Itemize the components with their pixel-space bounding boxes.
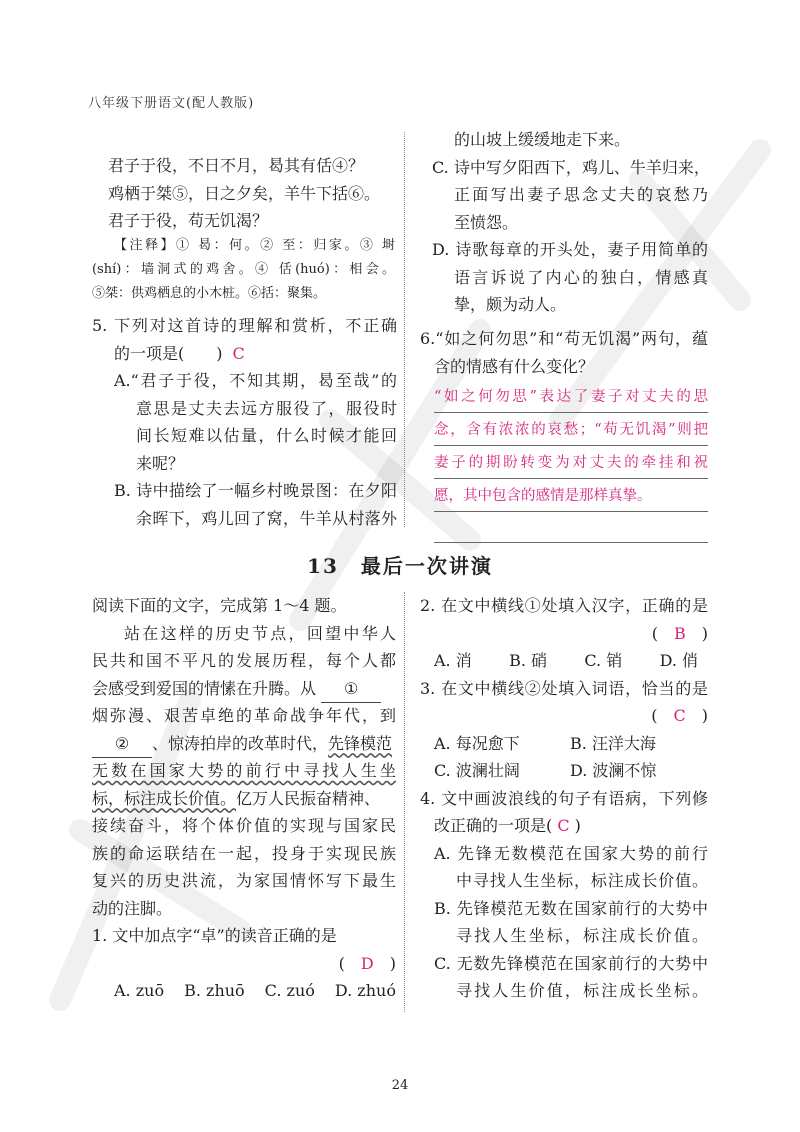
option: A. 消 [434, 651, 472, 670]
question-text: 5. 下列对这首诗的理解和赏析，不正确 [92, 316, 397, 335]
column-divider [404, 132, 405, 527]
question-4: 4. 文中画波浪线的句子有语病，下列修 [420, 788, 708, 808]
option-text: 中寻找人生坐标，标注成长价值。 [456, 871, 708, 890]
option: C. 波澜壮阔 [434, 761, 520, 780]
book-header: 八年级下册语文(配人教版) [88, 96, 255, 111]
option-text: 间长短难以估量，什么时候才能回 [136, 426, 397, 445]
option: D. 俏 [659, 651, 698, 670]
poem-line: 君子于役，不日不月，曷其有佸④？ [108, 156, 365, 175]
blank-1: ① [321, 675, 381, 704]
passage-line: 动的注脚。 [92, 898, 173, 918]
option: A. zuō [114, 981, 165, 1000]
option-text: 意思是丈夫去远方服役了，服役时 [136, 398, 397, 418]
question-6 [420, 325, 708, 543]
lesson-title: 13 最后一次讲演 [307, 554, 493, 578]
question-text: 的一项是( ) [114, 343, 223, 363]
option-text: D. 诗歌每章的开头处，妻子用简单的 [432, 240, 708, 259]
passage-text: 、惊涛拍岸的改革时代， [152, 733, 329, 753]
page-number: 24 [391, 1078, 409, 1093]
option: A. 每况愈下 [434, 733, 520, 753]
note-line: (shí)：墙洞式的鸡舍。④ 佸(huó)：相会。 [92, 262, 395, 277]
option-text: 余晖下，鸡儿回了窝，牛羊从村落外 [136, 508, 397, 528]
question-4: 改正确的一项是( C ) [434, 816, 581, 835]
question-5 [92, 312, 397, 532]
answer-bracket: ( C ) [651, 706, 708, 725]
option-text: 至愤怨。 [454, 212, 519, 232]
option-text: 寻找人生价值，标注成长坐标。 [456, 981, 708, 1000]
option: B. 硝 [509, 651, 548, 670]
wavy-underlined-text: 无数在国家大势的前行中寻找人生坐 [92, 761, 396, 780]
answer-line: 妻子的期盼转变为对丈夫的牵挂和祝 [434, 446, 708, 479]
option-text: C. 诗中写夕阳西下，鸡儿、牛羊归来， [432, 157, 710, 177]
option-text: 来呢？ [136, 453, 185, 473]
answer-line: 愿，其中包含的感情是那样真挚。 [434, 479, 708, 512]
option-text: 正面写出妻子思念丈夫的哀愁乃 [454, 185, 708, 204]
options-row [420, 647, 708, 675]
options-row [420, 757, 708, 785]
reading-passage [92, 592, 396, 1005]
option: B. zhuō [184, 981, 245, 1000]
options-row [420, 730, 708, 758]
passage-line [92, 785, 396, 813]
option: D. zhuó [334, 981, 396, 1000]
option-text: A. 先锋无数模范在国家大势的前行 [434, 843, 708, 863]
option-text: B. 先锋模范无数在国家前行的大势中 [434, 898, 708, 918]
passage-line: 复兴的历史洪流，为家国情怀写下最生 [92, 871, 396, 890]
notes [92, 234, 395, 306]
option: B. 汪洋大海 [570, 733, 656, 753]
instructions: 阅读下面的文字，完成第 1～4 题。 [92, 596, 347, 615]
answer: D [360, 953, 374, 973]
option-text: 寻找人生坐标，标注成长价值。 [456, 926, 708, 945]
passage-line [92, 675, 396, 703]
blank-2: ② [92, 730, 152, 759]
option: C. zuó [264, 981, 315, 1000]
question-3: 3. 在文中横线②处填入词语，恰当的是 [420, 678, 708, 698]
question-2: 2. 在文中横线①处填入汉字，正确的是 [420, 596, 708, 615]
passage-line: 民共和国不平凡的发展历程，每个人都 [92, 651, 396, 670]
poem-line: 君子于役，苟无饥渴？ [108, 211, 269, 230]
question-text: 含的情感有什么变化？ [434, 356, 595, 376]
passage-line: 接续奋斗，将个体价值的实现与国家民 [92, 816, 396, 835]
option: D. 波澜不惊 [570, 761, 657, 780]
option-text: C. 无数先锋模范在国家前行的大势中 [434, 953, 708, 973]
answer-bracket: ( B ) [651, 623, 708, 643]
passage-line: 族的命运联结在一起，投身于实现民族 [92, 843, 396, 863]
question-1: 1. 文中加点字“卓”的读音正确的是 [92, 926, 337, 945]
answer-line: “如之何勿思”表达了妻子对丈夫的思 [434, 380, 708, 413]
answer-bracket: ( D ) [338, 953, 396, 973]
wavy-underlined-text: 先锋模范 [328, 733, 393, 753]
column-divider [404, 592, 405, 1012]
option-text: 的山坡上缓缓地走下来。 [454, 130, 631, 149]
option-text: 挚，颇为动人。 [454, 295, 567, 314]
passage-line: 烟弥漫、艰苦卓绝的革命战争年代，到 [92, 706, 396, 725]
poem-line: 鸡栖于桀⑤，日之夕矣，羊牛下括⑥。 [108, 183, 381, 203]
option-text: B. 诗中描绘了一幅乡村晚景图：在夕阳 [114, 481, 397, 500]
passage-line [92, 730, 396, 758]
poem-section [108, 152, 381, 235]
answer: C [557, 816, 570, 835]
answer: C [673, 706, 686, 725]
passage-text: 会感受到爱国的情愫在升腾。从 [92, 678, 317, 698]
question-text: 6.“如之何勿思”和“苟无饥渴”两句，蕴 [420, 329, 708, 348]
question-text: 改正确的一项是( [434, 816, 553, 835]
answer: C [232, 343, 245, 363]
passage-line: 站在这样的历史节点，回望中华人 [124, 623, 396, 643]
passage-text: 亿万人民振奋精神、 [236, 788, 381, 808]
option: C. 销 [584, 651, 623, 670]
questions-2-4 [420, 592, 708, 1005]
option-text: A.“君子于役，不知其期，曷至哉”的 [114, 371, 397, 390]
wavy-underlined-text: 标，标注成长价值。 [92, 788, 237, 808]
note-line: ⑤桀：供鸡栖息的小木桩。⑥括：聚集。 [92, 286, 327, 301]
answer-line: 念，含有浓浓的哀愁；“苟无饥渴”则把 [434, 413, 708, 446]
answer-area [420, 380, 708, 543]
note-line: 【注释】① 曷：何。② 至：归家。③ 埘 [114, 238, 395, 253]
question-5-continued [432, 126, 708, 319]
question-text [92, 340, 397, 368]
blank-answer-line [434, 512, 708, 543]
option-text: 语言诉说了内心的独白，情感真 [454, 267, 708, 287]
options-row [92, 977, 396, 1005]
answer: B [673, 623, 686, 643]
passage-line [92, 757, 396, 785]
